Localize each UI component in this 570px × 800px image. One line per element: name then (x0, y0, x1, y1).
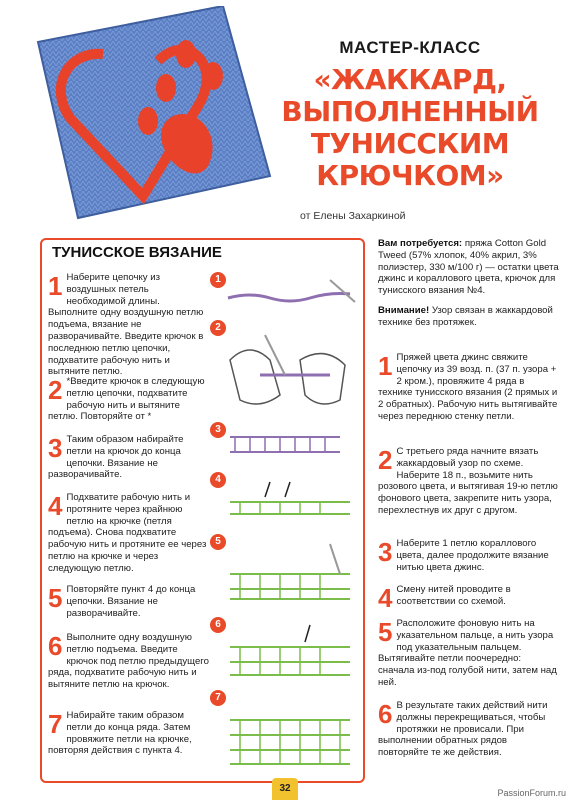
kicker: МАСТЕР-КЛАСС (339, 38, 481, 57)
materials-paragraph (378, 238, 560, 297)
figure-6 (210, 617, 358, 682)
section-title: ТУНИССКОЕ ВЯЗАНИЕ (52, 244, 222, 261)
left-step (48, 492, 210, 575)
hands-illustration (210, 320, 358, 415)
step-text: В результате таких действий нити должны перекрещиваться, чтобы протяжки не провисали. При выполнении обратных рядов повторяйте те же действия. (378, 700, 548, 759)
step-text: Выполните одну воздушную петлю подъема. Введите крючок под петлю предыдущего ряда, подхватите рабочую нить и вытяните петлю на крючок. (48, 632, 209, 691)
right-step (378, 618, 560, 689)
attention-label: Внимание! (378, 304, 430, 316)
step4-illustration (210, 472, 358, 527)
figure-badge: 3 (210, 422, 226, 438)
right-step (378, 352, 560, 423)
step-text: Пряжей цвета джинс свяжите цепочку из 39 возд. п. (37 п. узора + 2 кром.), провяжите 4 ряда в технике тунисского вязания (2 прямых и 2 обратных). Рабочую нить вытягивайте через переднюю стенку петли. (378, 352, 558, 422)
right-step (378, 583, 560, 613)
figure-badge: 6 (210, 617, 226, 633)
step-text: *Введите крючок в следующую петлю цепочки, подхватите рабочую нить и вытяните петлю. Повторяйте от * (48, 376, 205, 423)
author: от Елены Захаркиной (300, 210, 406, 222)
step-text: Наберите 1 петлю кораллового цвета, далее продолжите вязание нитью цвета джинс. (396, 538, 549, 573)
figure-badge: 1 (210, 272, 226, 288)
figure-5 (210, 534, 358, 609)
chain-illustration (210, 272, 358, 312)
step-text: Набирайте таким образом петли до конца ряда. Затем провяжите петли на крючке, повторяя действия с пункта 4. (48, 710, 192, 757)
step-text: Повторяйте пункт 4 до конца цепочки. Вязание не разворачивайте. (66, 584, 196, 619)
left-step (48, 272, 210, 378)
step-number: 6 (48, 631, 63, 661)
step5-illustration (210, 534, 358, 609)
left-step (48, 632, 210, 691)
left-step (48, 434, 210, 481)
right-step (378, 446, 560, 517)
knitted-square-photo (8, 6, 278, 226)
step-number: 4 (48, 491, 63, 521)
right-step (378, 700, 560, 759)
step6-illustration (210, 617, 358, 682)
header (255, 38, 565, 192)
step-number: 4 (378, 583, 393, 613)
page-title (255, 64, 565, 192)
figure-1 (210, 272, 358, 312)
attention-text: Узор связан в жаккардовой технике без протяжек. (378, 304, 553, 328)
step-number: 3 (378, 537, 393, 567)
figure-badge: 2 (210, 320, 226, 336)
left-step (48, 710, 210, 757)
loops-illustration (210, 422, 358, 467)
page-number: 32 (272, 778, 298, 800)
step-number: 7 (48, 709, 63, 739)
title-line: ТУНИССКИМ (310, 127, 510, 160)
title-line: ВЫПОЛНЕННЫЙ (281, 95, 539, 128)
materials-text: пряжа Cotton Gold Tweed (57% хлопок, 40% акрил, 3% полиэстер, 330 м/100 г) — остатки цвета джинс и кораллового цвета, крючок для тунисского вязания №4. (378, 238, 559, 297)
figure-badge: 7 (210, 690, 226, 706)
step-number: 5 (378, 617, 393, 647)
step-text: Смену нитей проводите в соответствии со схемой. (396, 584, 511, 607)
figure-badge: 5 (210, 534, 226, 550)
materials-block (378, 238, 560, 337)
step-text: Наберите цепочку из воздушных петель необходимой длины. Выполните одну воздушную петлю подъема, вязание не разворачивайте. Введите крючок в последнюю петлю цепочки, подхватите рабочую нить и вытяните петлю. (48, 272, 204, 378)
step-number: 2 (378, 445, 393, 475)
figure-4 (210, 472, 358, 527)
site-watermark: PassionForum.ru (497, 788, 566, 798)
attention-paragraph (378, 305, 560, 329)
step-number: 1 (378, 351, 393, 381)
figure-2 (210, 320, 358, 415)
title-line: «ЖАККАРД, (313, 63, 507, 96)
figure-badge: 4 (210, 472, 226, 488)
step-number: 3 (48, 433, 63, 463)
left-step (48, 376, 210, 423)
materials-label: Вам потребуется: (378, 238, 463, 249)
step-text: Таким образом набирайте петли на крючок до конца цепочки. Вязание не разворачивайте. (48, 434, 184, 481)
step-number: 5 (48, 583, 63, 613)
step-number: 2 (48, 375, 63, 405)
step-text: Подхватите рабочую нить и протяните через крайнюю петлю на крючке (петля подъема). Снова подхватите рабочую нить и протяните ее через петлю на крючке и через следующую петлю. (48, 492, 207, 574)
step-number: 6 (378, 699, 393, 729)
figure-7 (210, 690, 358, 775)
figure-3 (210, 422, 358, 467)
right-step (378, 538, 560, 573)
step-text: С третьего ряда начните вязать жаккардовый узор по схеме. Наберите 18 п., возьмите нить розового цвета, и вытягивая 19-ю петлю фонового цвета, закрепите нить узора, перехлестнув их друг с другом. (378, 446, 558, 516)
step-text: Расположите фоновую нить на указательном пальце, а нить узора под указательным пальцем. Вытягивайте петли поочередно: сначала из-под голубой нити, затем над ней. (378, 618, 557, 688)
left-step (48, 584, 210, 619)
step-number: 1 (48, 271, 63, 301)
title-line: КРЮЧКОМ» (316, 159, 504, 192)
step7-illustration (210, 690, 358, 775)
